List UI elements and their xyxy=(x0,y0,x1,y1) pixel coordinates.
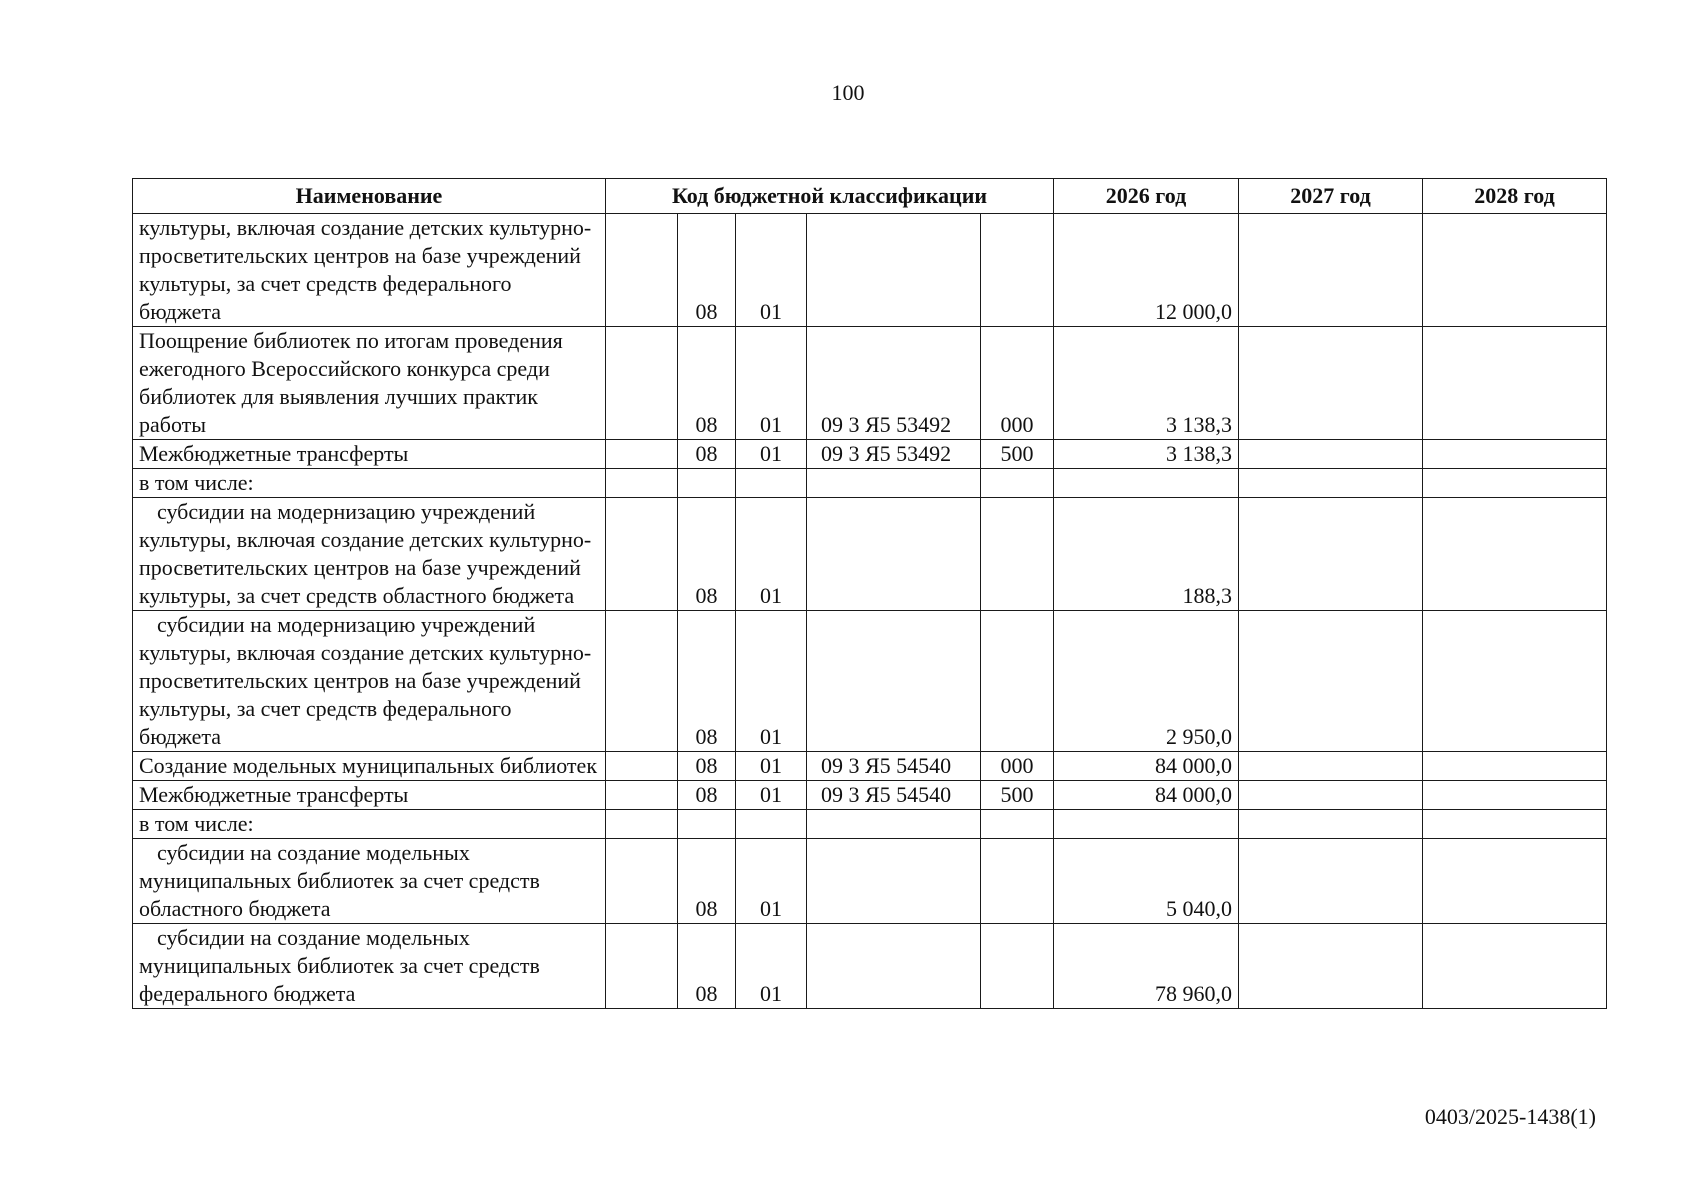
code-subsection: 01 xyxy=(736,611,807,752)
code-expense-type xyxy=(981,839,1054,924)
code-target-article xyxy=(807,839,981,924)
amount-2026: 2 950,0 xyxy=(1054,611,1239,752)
code-expense-type xyxy=(981,498,1054,611)
code-subsection: 01 xyxy=(736,839,807,924)
amount-2027 xyxy=(1239,810,1423,839)
code-section: 08 xyxy=(678,440,736,469)
table-row xyxy=(133,781,1607,810)
code-target-article xyxy=(807,469,981,498)
code-section-blank xyxy=(606,498,678,611)
amount-2026: 12 000,0 xyxy=(1054,214,1239,327)
amount-2027 xyxy=(1239,752,1423,781)
table-body xyxy=(133,214,1607,1009)
code-expense-type: 500 xyxy=(981,781,1054,810)
row-name: субсидии на модернизацию учреждений культуры, включая создание детских культурно-просветительских центров на базе учреждений культуры, за счет средств федерального бюджета xyxy=(133,611,606,752)
code-subsection: 01 xyxy=(736,781,807,810)
code-section: 08 xyxy=(678,327,736,440)
code-subsection: 01 xyxy=(736,440,807,469)
code-subsection: 01 xyxy=(736,924,807,1009)
table-row xyxy=(133,924,1607,1009)
code-section-blank xyxy=(606,781,678,810)
table-row xyxy=(133,611,1607,752)
code-target-article xyxy=(807,611,981,752)
code-section: 08 xyxy=(678,498,736,611)
table-row xyxy=(133,839,1607,924)
amount-2028 xyxy=(1423,498,1607,611)
code-target-article xyxy=(807,810,981,839)
code-target-article: 09 3 Я5 53492 xyxy=(807,327,981,440)
row-name: культуры, включая создание детских культурно-просветительских центров на базе учреждений культуры, за счет средств федерального бюджета xyxy=(133,214,606,327)
code-target-article: 09 3 Я5 54540 xyxy=(807,781,981,810)
amount-2028 xyxy=(1423,839,1607,924)
code-section xyxy=(678,469,736,498)
row-name: субсидии на создание модельных муниципальных библиотек за счет средств областного бюджета xyxy=(133,839,606,924)
table-row xyxy=(133,810,1607,839)
code-section: 08 xyxy=(678,752,736,781)
amount-2028 xyxy=(1423,752,1607,781)
amount-2028 xyxy=(1423,924,1607,1009)
header-name: Наименование xyxy=(133,179,606,214)
code-expense-type xyxy=(981,611,1054,752)
amount-2027 xyxy=(1239,440,1423,469)
budget-table xyxy=(132,178,1607,1009)
amount-2027 xyxy=(1239,327,1423,440)
code-section-blank xyxy=(606,469,678,498)
page-number: 100 xyxy=(831,80,865,105)
amount-2028 xyxy=(1423,440,1607,469)
code-subsection xyxy=(736,810,807,839)
amount-2026: 84 000,0 xyxy=(1054,781,1239,810)
row-name: Межбюджетные трансферты xyxy=(133,781,606,810)
code-subsection xyxy=(736,469,807,498)
code-target-article: 09 3 Я5 54540 xyxy=(807,752,981,781)
row-name: субсидии на создание модельных муниципальных библиотек за счет средств федерального бюджета xyxy=(133,924,606,1009)
table-row xyxy=(133,327,1607,440)
code-expense-type: 500 xyxy=(981,440,1054,469)
code-expense-type xyxy=(981,214,1054,327)
amount-2028 xyxy=(1423,810,1607,839)
table-row xyxy=(133,214,1607,327)
row-name: субсидии на модернизацию учреждений культуры, включая создание детских культурно-просветительских центров на базе учреждений культуры, за счет средств областного бюджета xyxy=(133,498,606,611)
code-section-blank xyxy=(606,839,678,924)
amount-2026: 78 960,0 xyxy=(1054,924,1239,1009)
code-target-article xyxy=(807,498,981,611)
amount-2026 xyxy=(1054,469,1239,498)
code-section-blank xyxy=(606,810,678,839)
table-row xyxy=(133,498,1607,611)
code-section: 08 xyxy=(678,611,736,752)
code-subsection: 01 xyxy=(736,214,807,327)
code-section: 08 xyxy=(678,781,736,810)
table-row xyxy=(133,752,1607,781)
amount-2027 xyxy=(1239,781,1423,810)
amount-2026: 3 138,3 xyxy=(1054,440,1239,469)
code-expense-type: 000 xyxy=(981,752,1054,781)
code-subsection: 01 xyxy=(736,752,807,781)
table-row xyxy=(133,440,1607,469)
row-name: Межбюджетные трансферты xyxy=(133,440,606,469)
code-section-blank xyxy=(606,327,678,440)
amount-2027 xyxy=(1239,924,1423,1009)
amount-2026: 188,3 xyxy=(1054,498,1239,611)
header-2028: 2028 год xyxy=(1423,179,1607,214)
amount-2027 xyxy=(1239,839,1423,924)
amount-2028 xyxy=(1423,214,1607,327)
code-section: 08 xyxy=(678,924,736,1009)
code-section-blank xyxy=(606,924,678,1009)
code-section-blank xyxy=(606,611,678,752)
table-row xyxy=(133,469,1607,498)
header-code: Код бюджетной классификации xyxy=(606,179,1054,214)
document-id: 0403/2025-1438(1) xyxy=(1424,1104,1596,1129)
amount-2027 xyxy=(1239,611,1423,752)
amount-2027 xyxy=(1239,214,1423,327)
row-name: в том числе: xyxy=(133,469,606,498)
code-expense-type: 000 xyxy=(981,327,1054,440)
code-section: 08 xyxy=(678,839,736,924)
amount-2027 xyxy=(1239,498,1423,611)
amount-2026: 84 000,0 xyxy=(1054,752,1239,781)
row-name: Поощрение библиотек по итогам проведения ежегодного Всероссийского конкурса среди библиотек для выявления лучших практик работы xyxy=(133,327,606,440)
code-expense-type xyxy=(981,810,1054,839)
code-section-blank xyxy=(606,214,678,327)
code-subsection: 01 xyxy=(736,327,807,440)
row-name: в том числе: xyxy=(133,810,606,839)
header-row xyxy=(133,179,1607,214)
row-name: Создание модельных муниципальных библиотек xyxy=(133,752,606,781)
amount-2026 xyxy=(1054,810,1239,839)
amount-2028 xyxy=(1423,611,1607,752)
amount-2027 xyxy=(1239,469,1423,498)
code-section-blank xyxy=(606,440,678,469)
code-section: 08 xyxy=(678,214,736,327)
code-target-article xyxy=(807,924,981,1009)
code-section xyxy=(678,810,736,839)
amount-2026: 3 138,3 xyxy=(1054,327,1239,440)
header-2027: 2027 год xyxy=(1239,179,1423,214)
amount-2028 xyxy=(1423,327,1607,440)
code-target-article: 09 3 Я5 53492 xyxy=(807,440,981,469)
amount-2028 xyxy=(1423,469,1607,498)
header-2026: 2026 год xyxy=(1054,179,1239,214)
code-expense-type xyxy=(981,469,1054,498)
amount-2028 xyxy=(1423,781,1607,810)
code-expense-type xyxy=(981,924,1054,1009)
code-subsection: 01 xyxy=(736,498,807,611)
code-target-article xyxy=(807,214,981,327)
amount-2026: 5 040,0 xyxy=(1054,839,1239,924)
code-section-blank xyxy=(606,752,678,781)
